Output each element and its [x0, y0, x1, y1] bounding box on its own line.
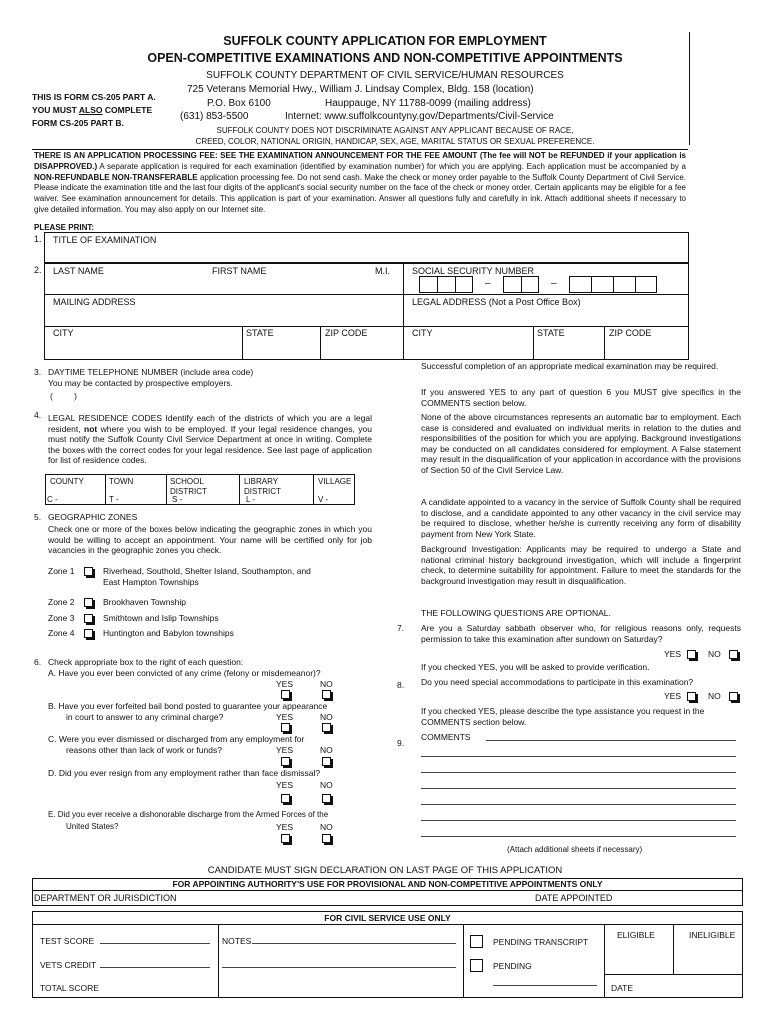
q8-yes-label: YES — [664, 691, 682, 701]
geographic-zones-text: Check one or more of the boxes below indicating the geographic zones in which you would be willing to accept an appointment. Your name will be certified only for job vacancies in the geographic zones you check. — [48, 524, 372, 555]
column-divider — [673, 924, 674, 974]
background-investigation-note: Background Investigation: Applicants may be required to undergo a State and national criminal history background investigation, which will include a fingerprint check, to determine suitability for appointment. Failure to meet the standards for the background investigation may result in disqualification. — [421, 544, 741, 586]
notes-field[interactable] — [252, 943, 456, 944]
q6b-yes-label: YES — [276, 712, 294, 722]
form-part-note-3: FORM CS-205 PART B. — [32, 118, 124, 128]
attach-sheets-note: (Attach additional sheets if necessary) — [507, 845, 643, 854]
ssn-dash: – — [551, 278, 557, 289]
notes-field-line[interactable] — [222, 967, 456, 968]
q7-no-checkbox[interactable] — [729, 650, 738, 659]
row-divider — [44, 294, 689, 295]
q6d-yes-checkbox[interactable] — [281, 794, 290, 803]
zone-1-checkbox[interactable] — [84, 567, 93, 576]
mailing-zip-label: ZIP CODE — [325, 328, 368, 338]
question6-specifics-note: If you answered YES to any part of question 6 you MUST give specifics in the COMMENTS section below. — [421, 387, 741, 408]
appointing-authority-title: FOR APPOINTING AUTHORITY'S USE FOR PROVISIONAL AND NON-COMPETITIVE APPOINTMENTS ONLY — [172, 879, 603, 889]
q8-yes-checkbox[interactable] — [687, 692, 696, 701]
q6d-no-checkbox[interactable] — [322, 794, 331, 803]
exam-title-label: TITLE OF EXAMINATION — [53, 235, 157, 245]
q8-text: Do you need special accommodations to participate in this examination? — [421, 677, 694, 687]
q2-number: 2. — [34, 265, 42, 275]
school-district-code-header: SCHOOL DISTRICT — [170, 477, 207, 496]
pending-transcript-label: PENDING TRANSCRIPT — [493, 937, 589, 947]
q6c-no-checkbox[interactable] — [322, 757, 331, 766]
village-code-prefix: V - — [318, 495, 329, 504]
mailing-city: Hauppauge, NY 11788-0099 (mailing address) — [325, 98, 531, 109]
legal-state-label: STATE — [537, 328, 565, 338]
q6a-no-label: NO — [320, 679, 333, 689]
fee-top-rule — [32, 149, 688, 150]
phone-note: You may be contacted by prospective employers. — [48, 378, 233, 388]
q8-no-checkbox[interactable] — [729, 692, 738, 701]
vets-credit-field[interactable] — [100, 967, 210, 968]
pending-label: PENDING — [493, 961, 532, 971]
q6e-text-cont: United States? — [66, 822, 119, 831]
test-score-field[interactable] — [100, 943, 210, 944]
q6e-yes-checkbox[interactable] — [281, 834, 290, 843]
zone-3-label: Zone 3 — [48, 613, 75, 623]
ineligible-label: INELIGIBLE — [689, 930, 736, 940]
department-jurisdiction-field[interactable]: DEPARTMENT OR JURISDICTION — [34, 893, 177, 903]
disability-disclosure-note: A candidate appointed to a vacancy in the service of Suffolk County shall be required to disclose, and a candidate appointed to any other vacancy in the civil service may be required to disclose, whether he/she is currently receiving any form of disability payment from New York State. — [421, 497, 741, 539]
middle-initial-label: M.I. — [375, 266, 390, 276]
q6c-yes-checkbox[interactable] — [281, 757, 290, 766]
zone-2-label: Zone 2 — [48, 597, 75, 607]
q7-number: 7. — [397, 623, 405, 633]
q6-number: 6. — [34, 657, 42, 667]
phone-number: (631) 853-5500 — [180, 111, 249, 122]
zone-3-desc: Smithtown and Islip Townships — [103, 613, 219, 623]
column-divider — [604, 924, 605, 998]
mailing-state-label: STATE — [246, 328, 274, 338]
q6d-no-label: NO — [320, 780, 333, 790]
row-divider — [32, 924, 743, 925]
q6b-no-checkbox[interactable] — [322, 723, 331, 732]
zone-2-desc: Brookhaven Township — [103, 597, 187, 607]
legal-zip-label: ZIP CODE — [609, 328, 652, 338]
q5-number: 5. — [34, 512, 42, 522]
column-divider — [242, 326, 243, 360]
date-appointed-field[interactable]: DATE APPOINTED — [535, 893, 613, 903]
nondiscrimination-line1: SUFFOLK COUNTY DOES NOT DISCRIMINATE AGAINST ANY APPLICANT BECAUSE OF RACE, — [216, 126, 574, 135]
school-code-prefix: S - — [172, 495, 183, 504]
q6d-yes-label: YES — [276, 780, 294, 790]
column-divider — [403, 263, 404, 360]
q6e-no-checkbox[interactable] — [322, 834, 331, 843]
vets-credit-label: VETS CREDIT — [40, 960, 97, 970]
q8-no-label: NO — [708, 691, 721, 701]
ssn-dash: – — [485, 278, 491, 289]
q7-yes-checkbox[interactable] — [687, 650, 696, 659]
phone-label: DAYTIME TELEPHONE NUMBER (include area code) — [48, 367, 254, 377]
column-divider — [463, 924, 464, 998]
residence-codes-text: LEGAL RESIDENCE CODES Identify each of the districts of which you are a legal resident, not where you wish to be employed. If your legal residence changes, you must notify the Suffolk County Civil Service Department at once in writing. Complete the boxes with the correct codes for your legal residence. See last page of application for list of residence codes. — [48, 413, 373, 465]
column-divider — [604, 326, 605, 360]
q6a-no-checkbox[interactable] — [322, 690, 331, 699]
q6a-yes-label: YES — [276, 679, 294, 689]
library-district-code-header: LIBRARY DISTRICT — [244, 477, 281, 496]
notes-label: NOTES — [222, 936, 252, 946]
sign-declaration-note: CANDIDATE MUST SIGN DECLARATION ON LAST PAGE OF THIS APPLICATION — [207, 865, 563, 876]
no-automatic-bar-note: None of the above circumstances represents an automatic bar to employment. Each case is considered and evaluated on individual merits in relation to the duties and responsibilities of the position for which you are applying. Background investigations may be conducted on all candidates considered for employment. A False statement may result in the disqualification of your application in accordance with the provisions of Section 50 of the Civil Service Law. — [421, 412, 741, 475]
q6e-no-label: NO — [320, 822, 333, 832]
q6a-text: A. Have you ever been convicted of any crime (felony or misdemeanor)? — [48, 668, 321, 678]
q4-number: 4. — [34, 410, 42, 420]
form-part-note-1: THIS IS FORM CS-205 PART A. — [32, 92, 156, 102]
zone-3-checkbox[interactable] — [84, 614, 93, 623]
q8-note: If you checked YES, please describe the type assistance you request in the COMMENTS section below. — [421, 706, 705, 727]
row-divider — [32, 890, 743, 891]
town-code-prefix: T - — [109, 495, 119, 504]
po-box: P.O. Box 6100 — [207, 98, 271, 109]
zone-2-checkbox[interactable] — [84, 598, 93, 607]
fee-paragraph: THERE IS AN APPLICATION PROCESSING FEE: SEE THE EXAMINATION ANNOUNCEMENT FOR THE FEE AMOUNT (The fee will NOT be REFUNDED if your application is DISAPPROVED.) A separate application is required for each examination (identified by examination number) for which you are applying. Each application must be accompanied by a NON-REFUNDABLE NON-TRANSFERABLE application processing fee. Do not send cash. Make the check or money order payable to the Suffolk County Department of Civil Service. Please indicate the examination title and the last four digits of the applicant's social security number on the face of the check or money order. Certain applicants may be eligible for a fee waiver. See examination announcement for details. This application is part of your examination. Answer all questions fully and carefully in ink. Attach additional sheets if necessary to give detailed information. You may also apply on our Internet site. — [34, 151, 686, 214]
q6b-no-label: NO — [320, 712, 333, 722]
mailing-city-label: CITY — [53, 328, 74, 338]
row-divider — [44, 326, 689, 327]
form-title: SUFFOLK COUNTY APPLICATION FOR EMPLOYMENT — [223, 34, 547, 48]
q6d-text: D. Did you ever resign from any employment rather than face dismissal? — [48, 768, 321, 778]
mailing-address-label: MAILING ADDRESS — [53, 297, 136, 307]
form-subtitle: OPEN-COMPETITIVE EXAMINATIONS AND NON-COMPETITIVE APPOINTMENTS — [147, 51, 623, 65]
pending-field-line[interactable] — [493, 985, 597, 986]
pending-transcript-checkbox[interactable] — [470, 935, 483, 948]
zone-4-checkbox[interactable] — [84, 629, 93, 638]
date-field[interactable]: DATE — [611, 983, 634, 993]
optional-questions-heading: THE FOLLOWING QUESTIONS ARE OPTIONAL. — [421, 608, 611, 618]
medical-exam-note: Successful completion of an appropriate medical examination may be required. — [421, 361, 719, 371]
q6-intro: Check appropriate box to the right of each question: — [48, 657, 244, 667]
pending-checkbox[interactable] — [470, 959, 483, 972]
legal-city-label: CITY — [412, 328, 433, 338]
location-address: 725 Veterans Memorial Hwy., William J. Lindsay Complex, Bldg. 158 (location) — [187, 84, 534, 95]
q7-text: Are you a Saturday sabbath observer who, for religious reasons only, requests permission to take this examination after sundown on Saturday? — [421, 623, 741, 644]
q6e-yes-label: YES — [276, 822, 294, 832]
q7-no-label: NO — [708, 649, 721, 659]
county-code-prefix: C - — [47, 495, 58, 504]
row-divider — [604, 974, 743, 975]
test-score-label: TEST SCORE — [40, 936, 95, 946]
q6b-text: B. Have you ever forfeited bail bond posted to guarantee your appearance — [48, 701, 328, 711]
q3-number: 3. — [34, 367, 42, 377]
department-name: SUFFOLK COUNTY DEPARTMENT OF CIVIL SERVICE/HUMAN RESOURCES — [206, 70, 564, 81]
column-divider — [533, 326, 534, 360]
county-code-header: COUNTY — [50, 477, 84, 486]
total-score-label: TOTAL SCORE — [40, 983, 99, 993]
q6c-text-cont: reasons other than lack of work or funds? — [66, 745, 222, 755]
q1-number: 1. — [34, 234, 42, 244]
geographic-zones-title: GEOGRAPHIC ZONES — [48, 512, 138, 522]
q8-number: 8. — [397, 680, 405, 690]
zone-1-desc: Riverhead, Southold, Shelter Island, Southampton, and — [103, 566, 311, 576]
legal-address-label: LEGAL ADDRESS (Not a Post Office Box) — [412, 297, 581, 307]
village-code-header: VILLAGE — [318, 477, 352, 486]
q9-number: 9. — [397, 738, 405, 748]
zone-4-label: Zone 4 — [48, 628, 75, 638]
eligible-label: ELIGIBLE — [617, 930, 655, 940]
q6c-no-label: NO — [320, 745, 333, 755]
town-code-header: TOWN — [109, 477, 134, 486]
nondiscrimination-line2: CREED, COLOR, NATIONAL ORIGIN, HANDICAP, SEX, AGE, MARITAL STATUS OR SEXUAL PREFERENCE. — [195, 137, 595, 146]
internet-address: Internet: www.suffolkcountyny.gov/Departments/Civil-Service — [285, 111, 554, 122]
library-code-prefix: L - — [246, 495, 256, 504]
q6e-text: E. Did you ever receive a dishonorable discharge from the Armed Forces of the — [48, 810, 329, 819]
q6b-yes-checkbox[interactable] — [281, 723, 290, 732]
column-divider — [218, 924, 219, 998]
zone-1-label: Zone 1 — [48, 566, 75, 576]
comments-label: COMMENTS — [421, 732, 471, 742]
zone-1-desc-cont: East Hampton Townships — [103, 577, 199, 587]
q7-note: If you checked YES, you will be asked to provide verification. — [421, 662, 650, 672]
form-part-note-2: YOU MUST ALSO COMPLETE — [32, 105, 153, 115]
first-name-label: FIRST NAME — [212, 266, 267, 276]
column-divider — [320, 326, 321, 360]
civil-service-title: FOR CIVIL SERVICE USE ONLY — [324, 913, 451, 923]
ssn-label: SOCIAL SECURITY NUMBER — [412, 266, 535, 276]
zone-4-desc: Huntington and Babylon townships — [103, 628, 234, 638]
q6a-yes-checkbox[interactable] — [281, 690, 290, 699]
please-print-label: PLEASE PRINT: — [34, 223, 95, 232]
phone-area-code-field[interactable]: ( ) — [50, 391, 77, 401]
q6c-text: C. Were you ever dismissed or discharged from any employment for — [48, 734, 305, 744]
header-divider — [689, 32, 690, 145]
q6b-text-cont: in court to answer to any criminal charge? — [66, 712, 224, 722]
q7-yes-label: YES — [664, 649, 682, 659]
last-name-label: LAST NAME — [53, 266, 104, 276]
q6c-yes-label: YES — [276, 745, 294, 755]
